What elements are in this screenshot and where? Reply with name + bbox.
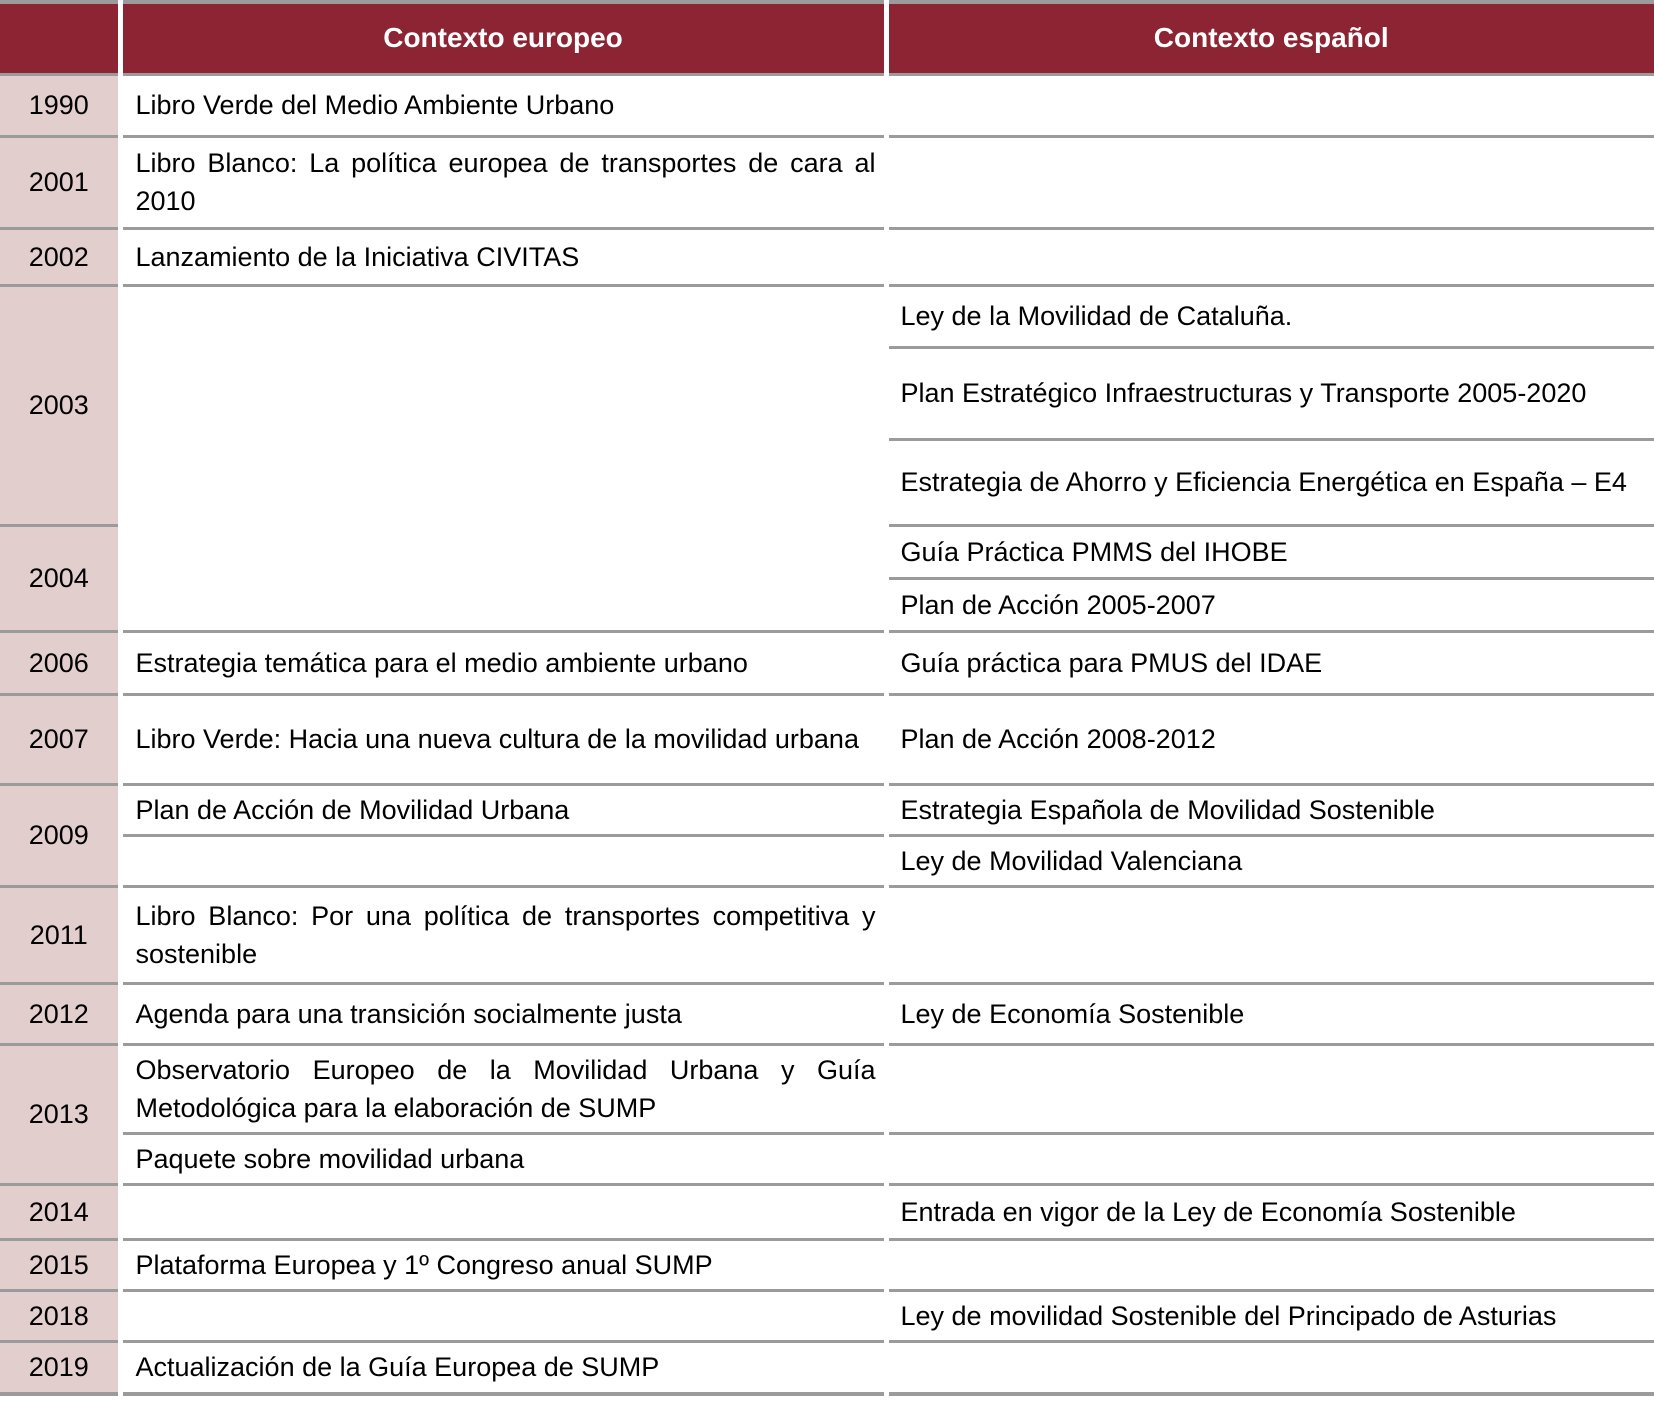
europeo-cell-empty <box>120 1290 886 1341</box>
year-cell: 2007 <box>0 694 120 784</box>
espanol-cell: Plan de Acción 2005-2007 <box>886 578 1654 631</box>
espanol-cell-empty <box>886 1133 1654 1184</box>
table-row <box>0 1184 1654 1239</box>
espanol-cell: Ley de la Movilidad de Cataluña. <box>886 285 1654 347</box>
europeo-cell: Plan de Acción de Movilidad Urbana <box>120 784 886 835</box>
europeo-cell-empty <box>120 835 886 886</box>
europeo-cell: Agenda para una transición socialmente justa <box>120 983 886 1044</box>
espanol-cell: Ley de movilidad Sostenible del Principado de Asturias <box>886 1290 1654 1341</box>
europeo-cell-empty <box>120 1184 886 1239</box>
table-row <box>0 835 1654 886</box>
espanol-cell-empty <box>886 1341 1654 1394</box>
europeo-cell: Libro Verde del Medio Ambiente Urbano <box>120 74 886 136</box>
espanol-cell: Ley de Movilidad Valenciana <box>886 835 1654 886</box>
year-cell: 2003 <box>0 285 120 525</box>
year-cell: 2014 <box>0 1184 120 1239</box>
year-cell: 2006 <box>0 631 120 694</box>
header-year-corner <box>0 2 120 74</box>
header-contexto-europeo: Contexto europeo <box>120 2 886 74</box>
espanol-cell: Ley de Economía Sostenible <box>886 983 1654 1044</box>
espanol-cell: Estrategia Española de Movilidad Sostenible <box>886 784 1654 835</box>
table-row <box>0 631 1654 694</box>
table-row <box>0 74 1654 136</box>
espanol-cell: Entrada en vigor de la Ley de Economía Sostenible <box>886 1184 1654 1239</box>
espanol-cell: Guía práctica para PMUS del IDAE <box>886 631 1654 694</box>
espanol-cell-empty <box>886 228 1654 285</box>
header-contexto-espanol: Contexto español <box>886 2 1654 74</box>
table-body <box>0 74 1654 1394</box>
espanol-cell-empty <box>886 74 1654 136</box>
table-row <box>0 1341 1654 1394</box>
year-cell: 2004 <box>0 525 120 631</box>
year-cell: 2012 <box>0 983 120 1044</box>
europeo-cell: Libro Verde: Hacia una nueva cultura de la movilidad urbana <box>120 694 886 784</box>
europeo-cell: Lanzamiento de la Iniciativa CIVITAS <box>120 228 886 285</box>
espanol-cell: Guía Práctica PMMS del IHOBE <box>886 525 1654 578</box>
year-cell: 1990 <box>0 74 120 136</box>
europeo-cell: Actualización de la Guía Europea de SUMP <box>120 1341 886 1394</box>
europeo-cell: Libro Blanco: La política europea de transportes de cara al 2010 <box>120 136 886 228</box>
table-row <box>0 886 1654 983</box>
espanol-cell-empty <box>886 1239 1654 1290</box>
year-cell: 2001 <box>0 136 120 228</box>
table-row <box>0 1044 1654 1133</box>
year-cell: 2009 <box>0 784 120 886</box>
europeo-cell: Libro Blanco: Por una política de transportes competitiva y sostenible <box>120 886 886 983</box>
year-cell: 2019 <box>0 1341 120 1394</box>
table-header <box>0 2 1654 74</box>
table-row <box>0 694 1654 784</box>
table-row <box>0 784 1654 835</box>
table-row <box>0 1133 1654 1184</box>
year-cell: 2013 <box>0 1044 120 1184</box>
year-cell: 2002 <box>0 228 120 285</box>
espanol-cell: Plan Estratégico Infraestructuras y Transporte 2005-2020 <box>886 347 1654 439</box>
europeo-cell: Paquete sobre movilidad urbana <box>120 1133 886 1184</box>
europeo-cell: Estrategia temática para el medio ambiente urbano <box>120 631 886 694</box>
year-cell: 2015 <box>0 1239 120 1290</box>
year-cell: 2018 <box>0 1290 120 1341</box>
table-row <box>0 983 1654 1044</box>
table-row <box>0 136 1654 228</box>
year-cell: 2011 <box>0 886 120 983</box>
table-row <box>0 1239 1654 1290</box>
espanol-cell-empty <box>886 1044 1654 1133</box>
espanol-cell: Estrategia de Ahorro y Eficiencia Energética en España – E4 <box>886 439 1654 525</box>
espanol-cell-empty <box>886 886 1654 983</box>
europeo-cell: Plataforma Europea y 1º Congreso anual SUMP <box>120 1239 886 1290</box>
table-row <box>0 285 1654 347</box>
europeo-cell-empty <box>120 285 886 631</box>
table-row <box>0 1290 1654 1341</box>
table-row <box>0 228 1654 285</box>
espanol-cell: Plan de Acción 2008-2012 <box>886 694 1654 784</box>
europeo-cell: Observatorio Europeo de la Movilidad Urbana y Guía Metodológica para la elaboración de SUMP <box>120 1044 886 1133</box>
espanol-cell-empty <box>886 136 1654 228</box>
